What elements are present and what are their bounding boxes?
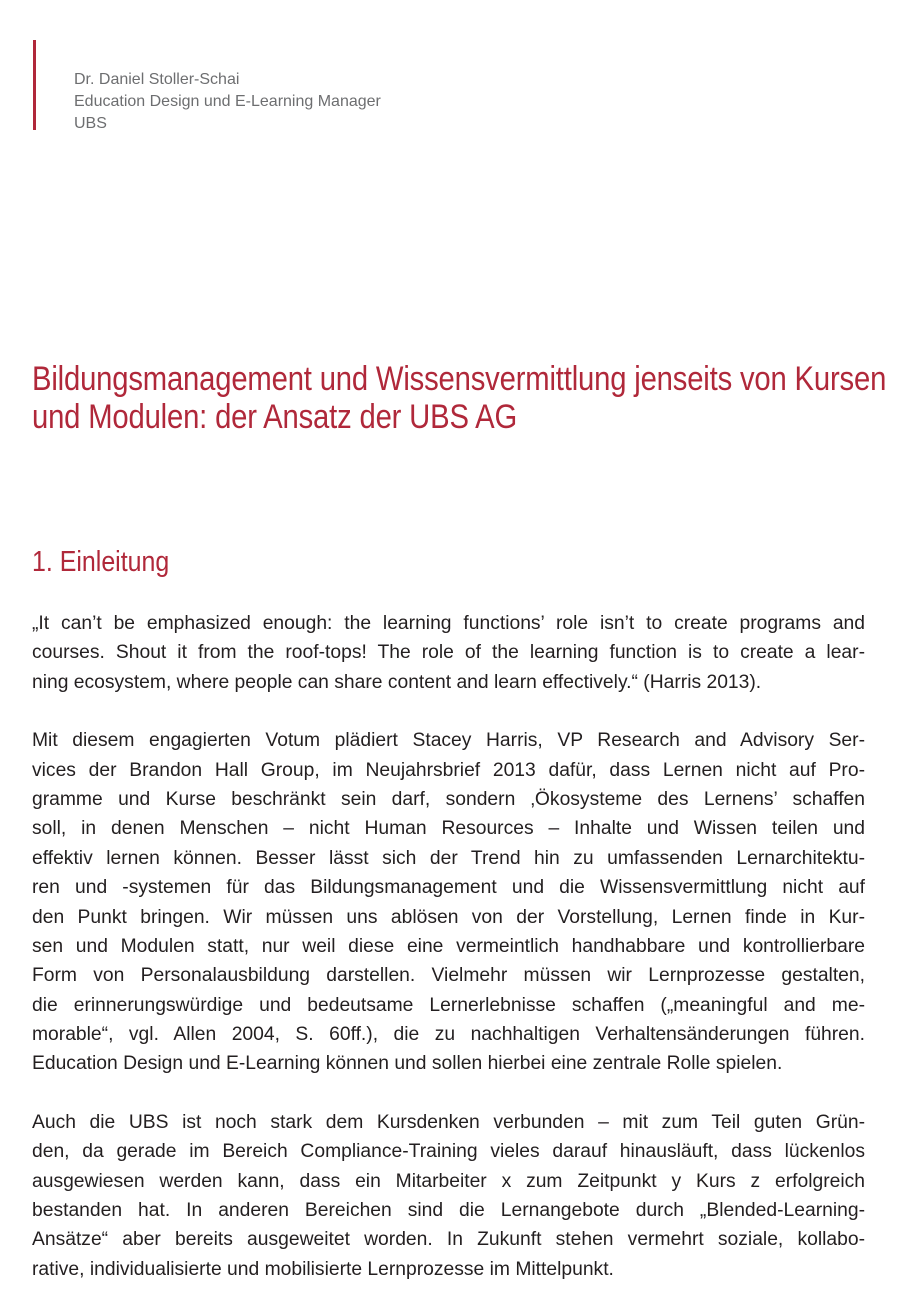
text-line: soll, in denen Menschen – nicht Human Resources – Inhalte und Wissen teilen und <box>32 818 865 840</box>
text-line: den, da gerade im Bereich Compliance-Training vieles darauf hinausläuft, dass lückenlos <box>32 1141 865 1163</box>
text-line: vices der Brandon Hall Group, im Neujahrsbrief 2013 dafür, dass Lernen nicht auf Pro- <box>32 759 865 781</box>
text-line: Mit diesem engagierten Votum plädiert Stacey Harris, VP Research and Advisory Ser- <box>32 730 865 752</box>
text-line: „It can’t be emphasized enough: the learning functions’ role isn’t to create programs and <box>32 613 865 634</box>
page-title <box>32 360 887 436</box>
text-line: ausgewiesen werden kann, dass ein Mitarbeiter x zum Zeitpunkt y Kurs z erfolgreich <box>32 1170 865 1192</box>
text-line: effektiv lernen können. Besser lässt sich der Trend hin zu umfassenden Lernarchitektu- <box>32 847 865 869</box>
text-line: morable“, vgl. Allen 2004, S. 60ff.), die zu nachhaltigen Verhaltensänderungen führen. <box>32 1024 865 1046</box>
author-role: Education Design und E-Learning Manager <box>74 93 381 110</box>
author-block <box>33 40 381 130</box>
text-line: Form von Personalausbildung darstellen. Vielmehr müssen wir Lernprozesse gestalten, <box>32 965 865 987</box>
text-line: die erinnerungswürdige und bedeutsame Lernerlebnisse schaffen („meaningful and me- <box>32 994 865 1016</box>
paragraph <box>32 1108 865 1284</box>
text-line: sen und Modulen statt, nur weil diese eine vermeintlich handhabbare und kontrollierbare <box>32 935 865 957</box>
page-title-line: Bildungsmanagement und Wissensvermittlung jenseits von Kursen <box>32 360 887 398</box>
text-line: Education Design und E-Learning können und sollen hierbei eine zentrale Rolle spielen. <box>32 1053 783 1075</box>
text-line: rative, individualisierte und mobilisierte Lernprozesse im Mittelpunkt. <box>32 1258 614 1280</box>
body-text <box>32 609 865 1313</box>
text-line: bestanden hat. In anderen Bereichen sind die Lernangebote durch „Blended-Learning- <box>32 1200 865 1222</box>
text-line: Ansätze“ aber bereits ausgeweitet worden. In Zukunft stehen vermehrt soziale, kollabo- <box>32 1229 865 1251</box>
author-name: Dr. Daniel Stoller-Schai <box>74 71 240 88</box>
section-heading: 1. Einleitung <box>32 546 170 578</box>
page-title-line: und Modulen: der Ansatz der UBS AG <box>32 398 518 436</box>
text-line: courses. Shout it from the roof-tops! The role of the learning function is to create a lear- <box>32 642 865 664</box>
text-line: den Punkt bringen. Wir müssen uns ablösen von der Vorstellung, Lernen finde in Kur- <box>32 906 865 928</box>
author-company: UBS <box>74 115 107 132</box>
text-line: ren und -systemen für das Bildungsmanagement und die Wissensvermittlung nicht auf <box>32 877 865 899</box>
paragraph <box>32 726 865 1079</box>
text-line: ning ecosystem, where people can share content and learn effectively.“ (Harris 2013). <box>32 671 762 693</box>
text-line: Auch die UBS ist noch stark dem Kursdenken verbunden – mit zum Teil guten Grün- <box>32 1111 865 1133</box>
paragraph-quote <box>32 609 865 697</box>
text-line: gramme und Kurse beschränkt sein darf, sondern ‚Ökosysteme des Lernens’ schaffen <box>32 788 865 810</box>
